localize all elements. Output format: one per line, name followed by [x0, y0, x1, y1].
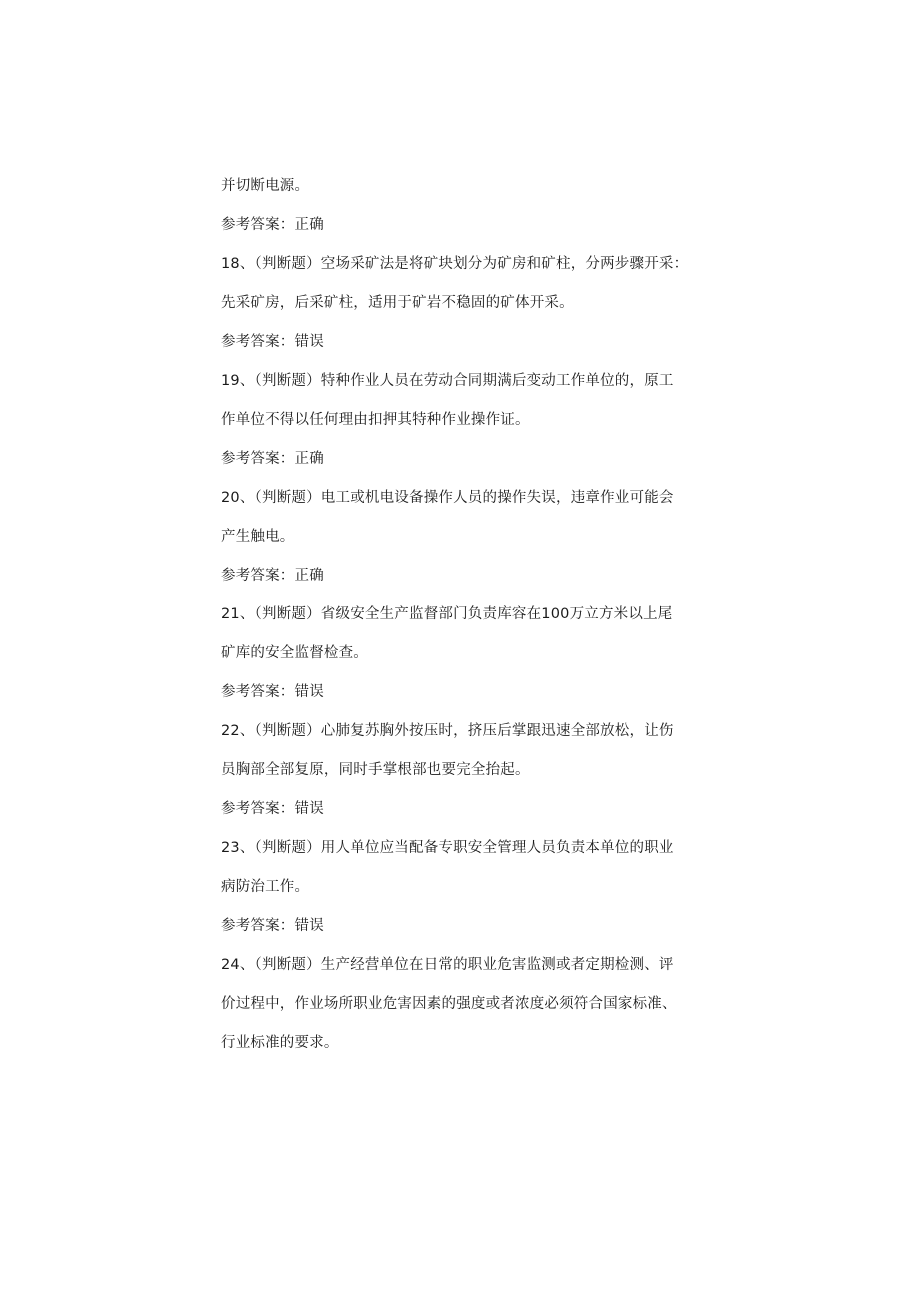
- question-line: 18、（判断题）空场采矿法是将矿块划分为矿房和矿柱，分两步骤开采：: [221, 256, 689, 272]
- text-line: 产生触电。: [221, 529, 295, 545]
- answer-line: 参考答案：错误: [221, 684, 324, 700]
- answer-line: 参考答案：错误: [221, 918, 324, 934]
- question-line: 21、（判断题）省级安全生产监督部门负责库容在100万立方米以上尾: [221, 606, 673, 622]
- question-line: 20、（判断题）电工或机电设备操作人员的操作失误，违章作业可能会: [221, 490, 674, 506]
- text-line: 行业标准的要求。: [221, 1035, 339, 1051]
- text-line: 并切断电源。: [221, 178, 310, 194]
- text-line: 员胸部全部复原，同时手掌根部也要完全抬起。: [221, 762, 530, 778]
- answer-line: 参考答案：正确: [221, 451, 324, 467]
- text-line: 矿库的安全监督检查。: [221, 645, 368, 661]
- question-line: 24、（判断题）生产经营单位在日常的职业危害监测或者定期检测、评: [221, 957, 674, 973]
- question-line: 19、（判断题）特种作业人员在劳动合同期满后变动工作单位的，原工: [221, 373, 674, 389]
- text-line: 作单位不得以任何理由扣押其特种作业操作证。: [221, 412, 530, 428]
- text-line: 病防治工作。: [221, 879, 310, 895]
- answer-line: 参考答案：错误: [221, 801, 324, 817]
- question-line: 23、（判断题）用人单位应当配备专职安全管理人员负责本单位的职业: [221, 840, 674, 856]
- answer-line: 参考答案：正确: [221, 568, 324, 584]
- answer-line: 参考答案：正确: [221, 217, 324, 233]
- question-line: 22、（判断题）心肺复苏胸外按压时，挤压后掌跟迅速全部放松，让伤: [221, 723, 674, 739]
- text-line: 先采矿房，后采矿柱，适用于矿岩不稳固的矿体开采。: [221, 295, 574, 311]
- text-line: 价过程中，作业场所职业危害因素的强度或者浓度必须符合国家标准、: [221, 996, 677, 1012]
- answer-line: 参考答案：错误: [221, 334, 324, 350]
